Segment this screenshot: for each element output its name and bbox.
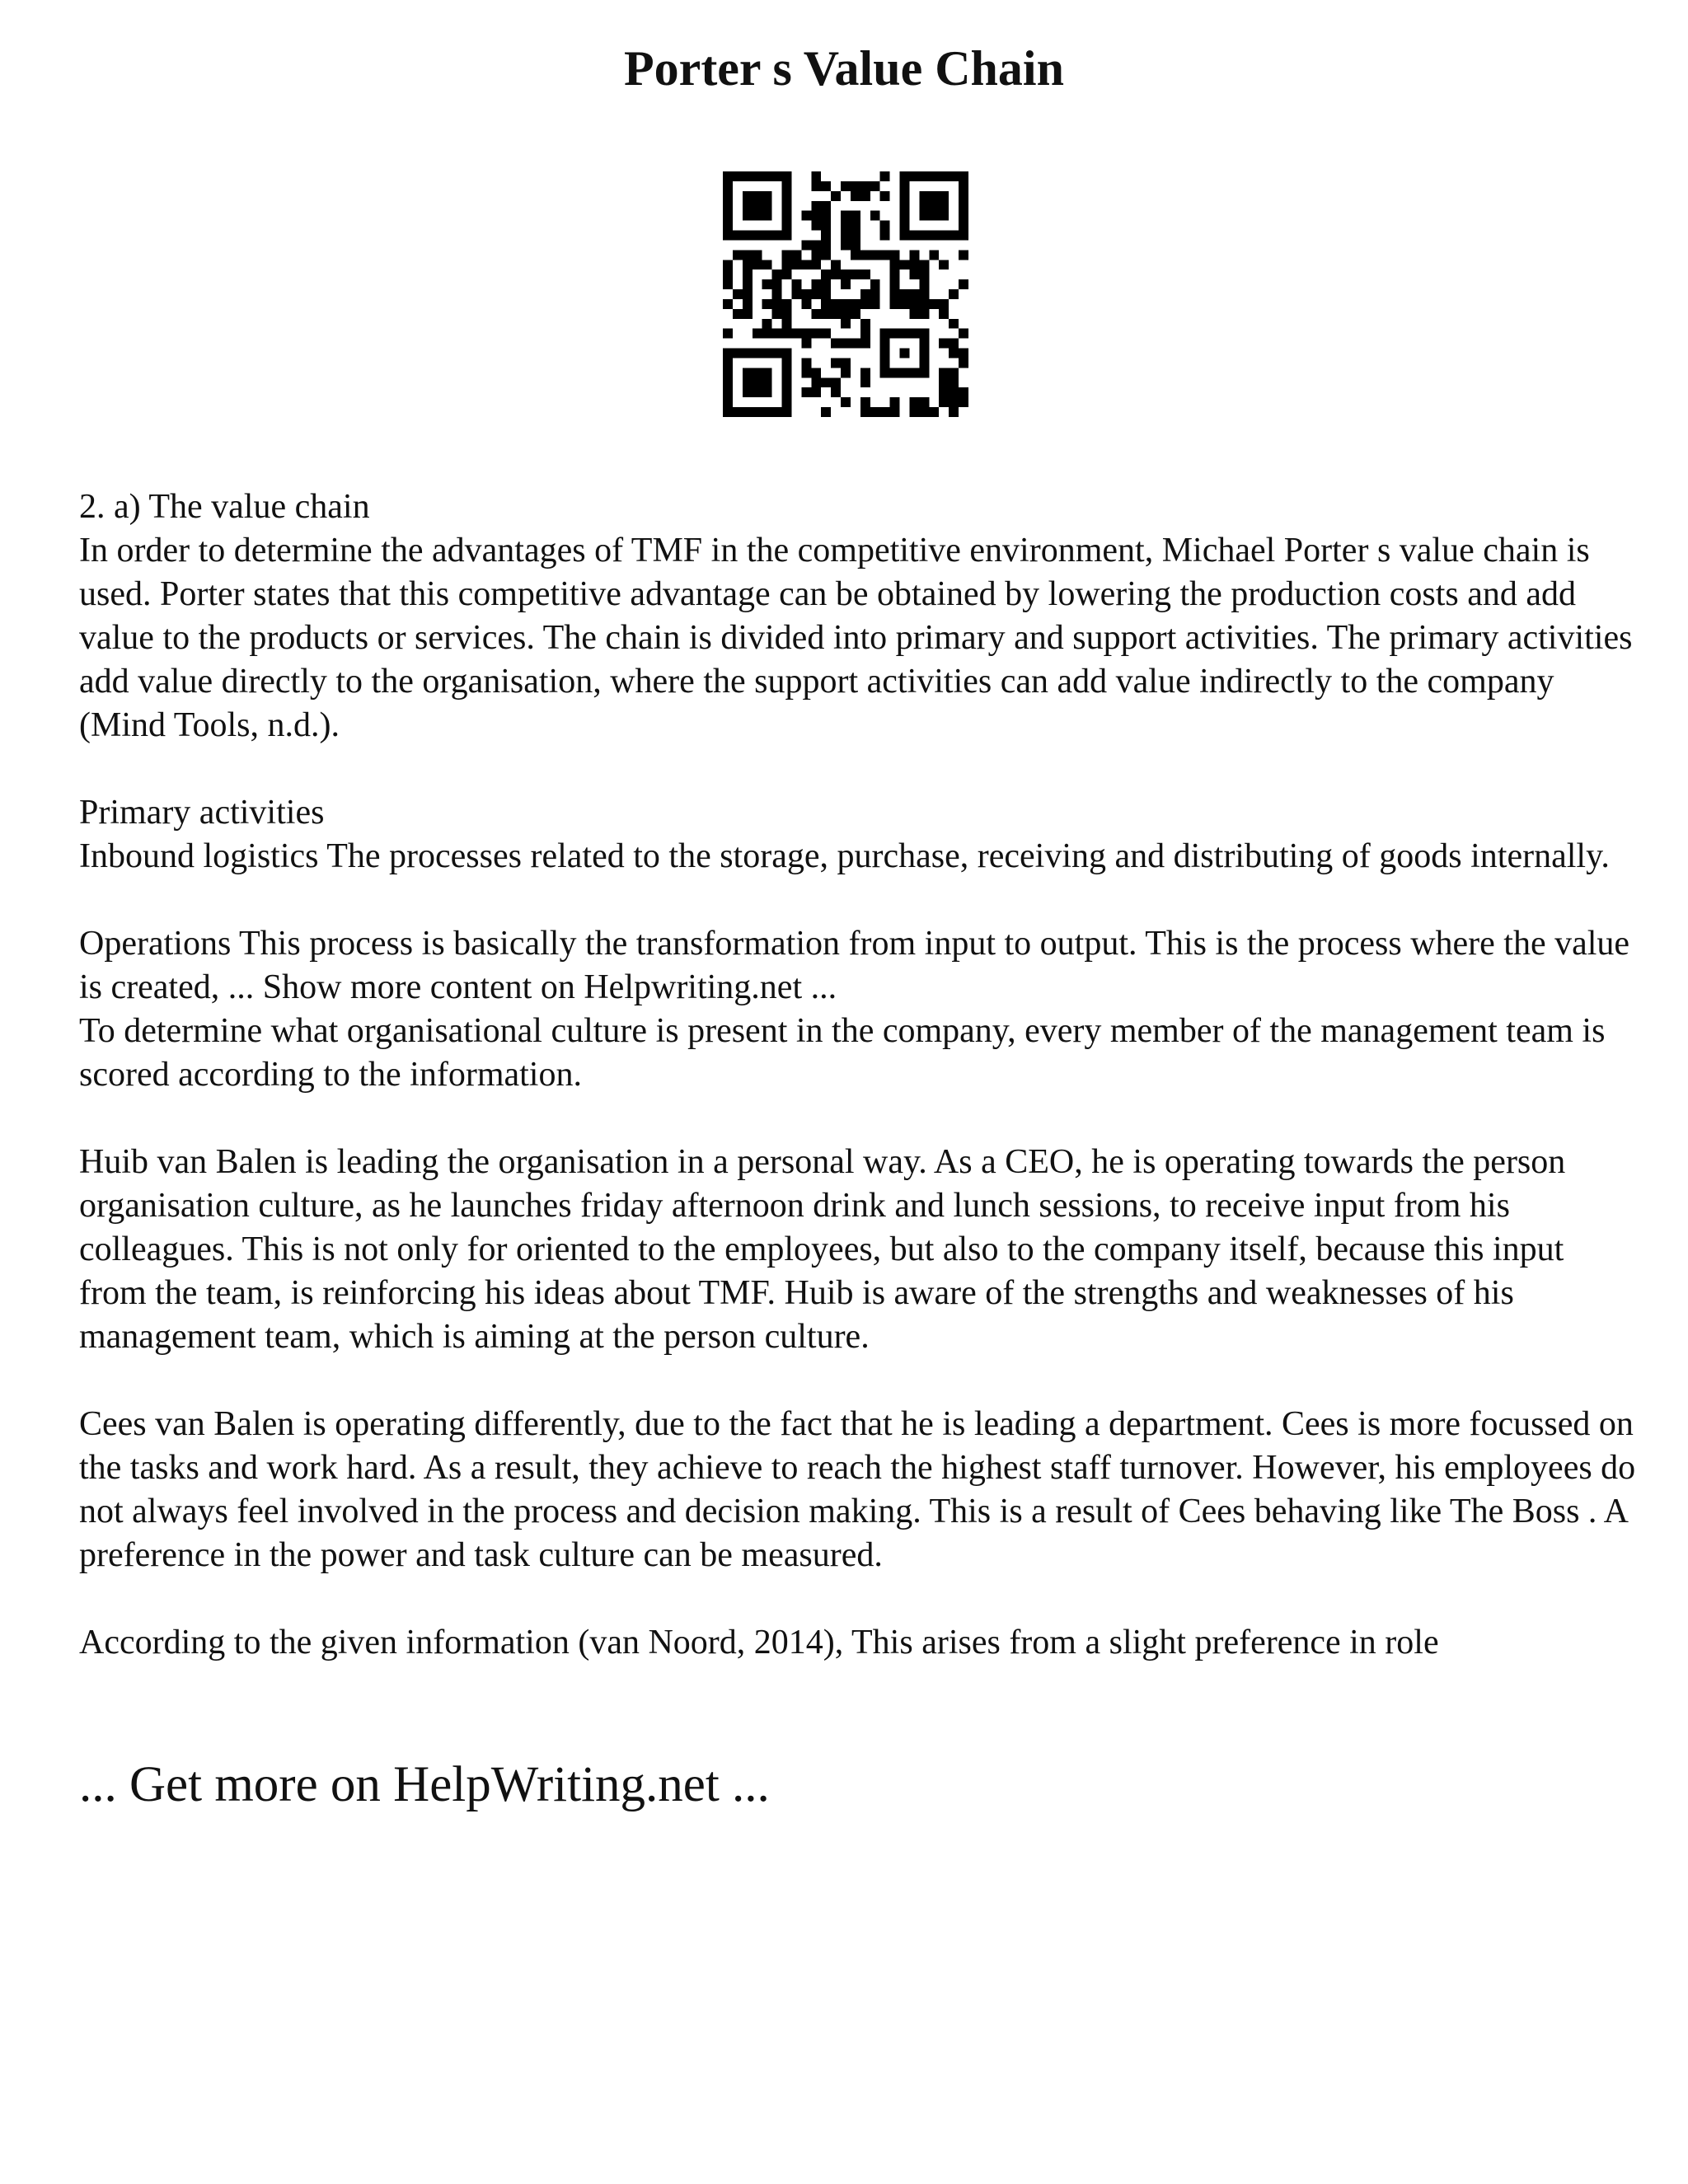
primary-activities-heading: Primary activities (79, 794, 325, 832)
inbound-logistics-paragraph: Inbound logistics The processes related to the storage, purchase, receiving and distributing of goods internally. (79, 837, 1610, 875)
according-paragraph: According to the given information (van Noord, 2014), This arises from a slight preference in role (79, 1624, 1439, 1661)
culture-intro-paragraph: To determine what organisational culture is present in the company, every member of the management team is scored according to the information. (79, 1012, 1606, 1094)
document-body (79, 485, 1637, 1665)
huib-paragraph: Huib van Balen is leading the organisation in a personal way. As a CEO, he is operating towards the person organisation culture, as he launches friday afternoon drink and lunch sessions, to receive input from his colleagues. This is not only for oriented to the employees, but also to the company itself, because this input from the team, is reinforcing his ideas about TMF. Huib is aware of the strengths and weaknesses of his management team, which is aiming at the person culture. (79, 1143, 1566, 1356)
document-title: Porter s Value Chain (624, 41, 1064, 96)
intro-paragraph: In order to determine the advantages of TMF in the competitive environment, Michael Porter s value chain is used. Porter states that this competitive advantage can be obtained by lowering the production costs and add value to the products or services. The chain is divided into primary and support activities. The primary activities add value directly to the organisation, where the support activities can add value indirectly to the company (Mind Tools, n.d.). (79, 532, 1633, 744)
section-heading: 2. a) The value chain (79, 488, 370, 526)
operations-paragraph: Operations This process is basically the transformation from input to output. This is the process where the value is created, ... Show more content on Helpwriting.net ... (79, 925, 1630, 1006)
cees-paragraph: Cees van Balen is operating differently, due to the fact that he is leading a department. Cees is more focussed on the tasks and work hard. As a result, they achieve to reach the highest staff turnover. However, his employees do not always feel involved in the process and decision making. This is a result of Cees behaving like The Boss . A preference in the power and task culture can be measured. (79, 1405, 1636, 1574)
qr-code (723, 171, 968, 417)
get-more-link[interactable]: ... Get more on HelpWriting.net ... (79, 1757, 770, 1812)
